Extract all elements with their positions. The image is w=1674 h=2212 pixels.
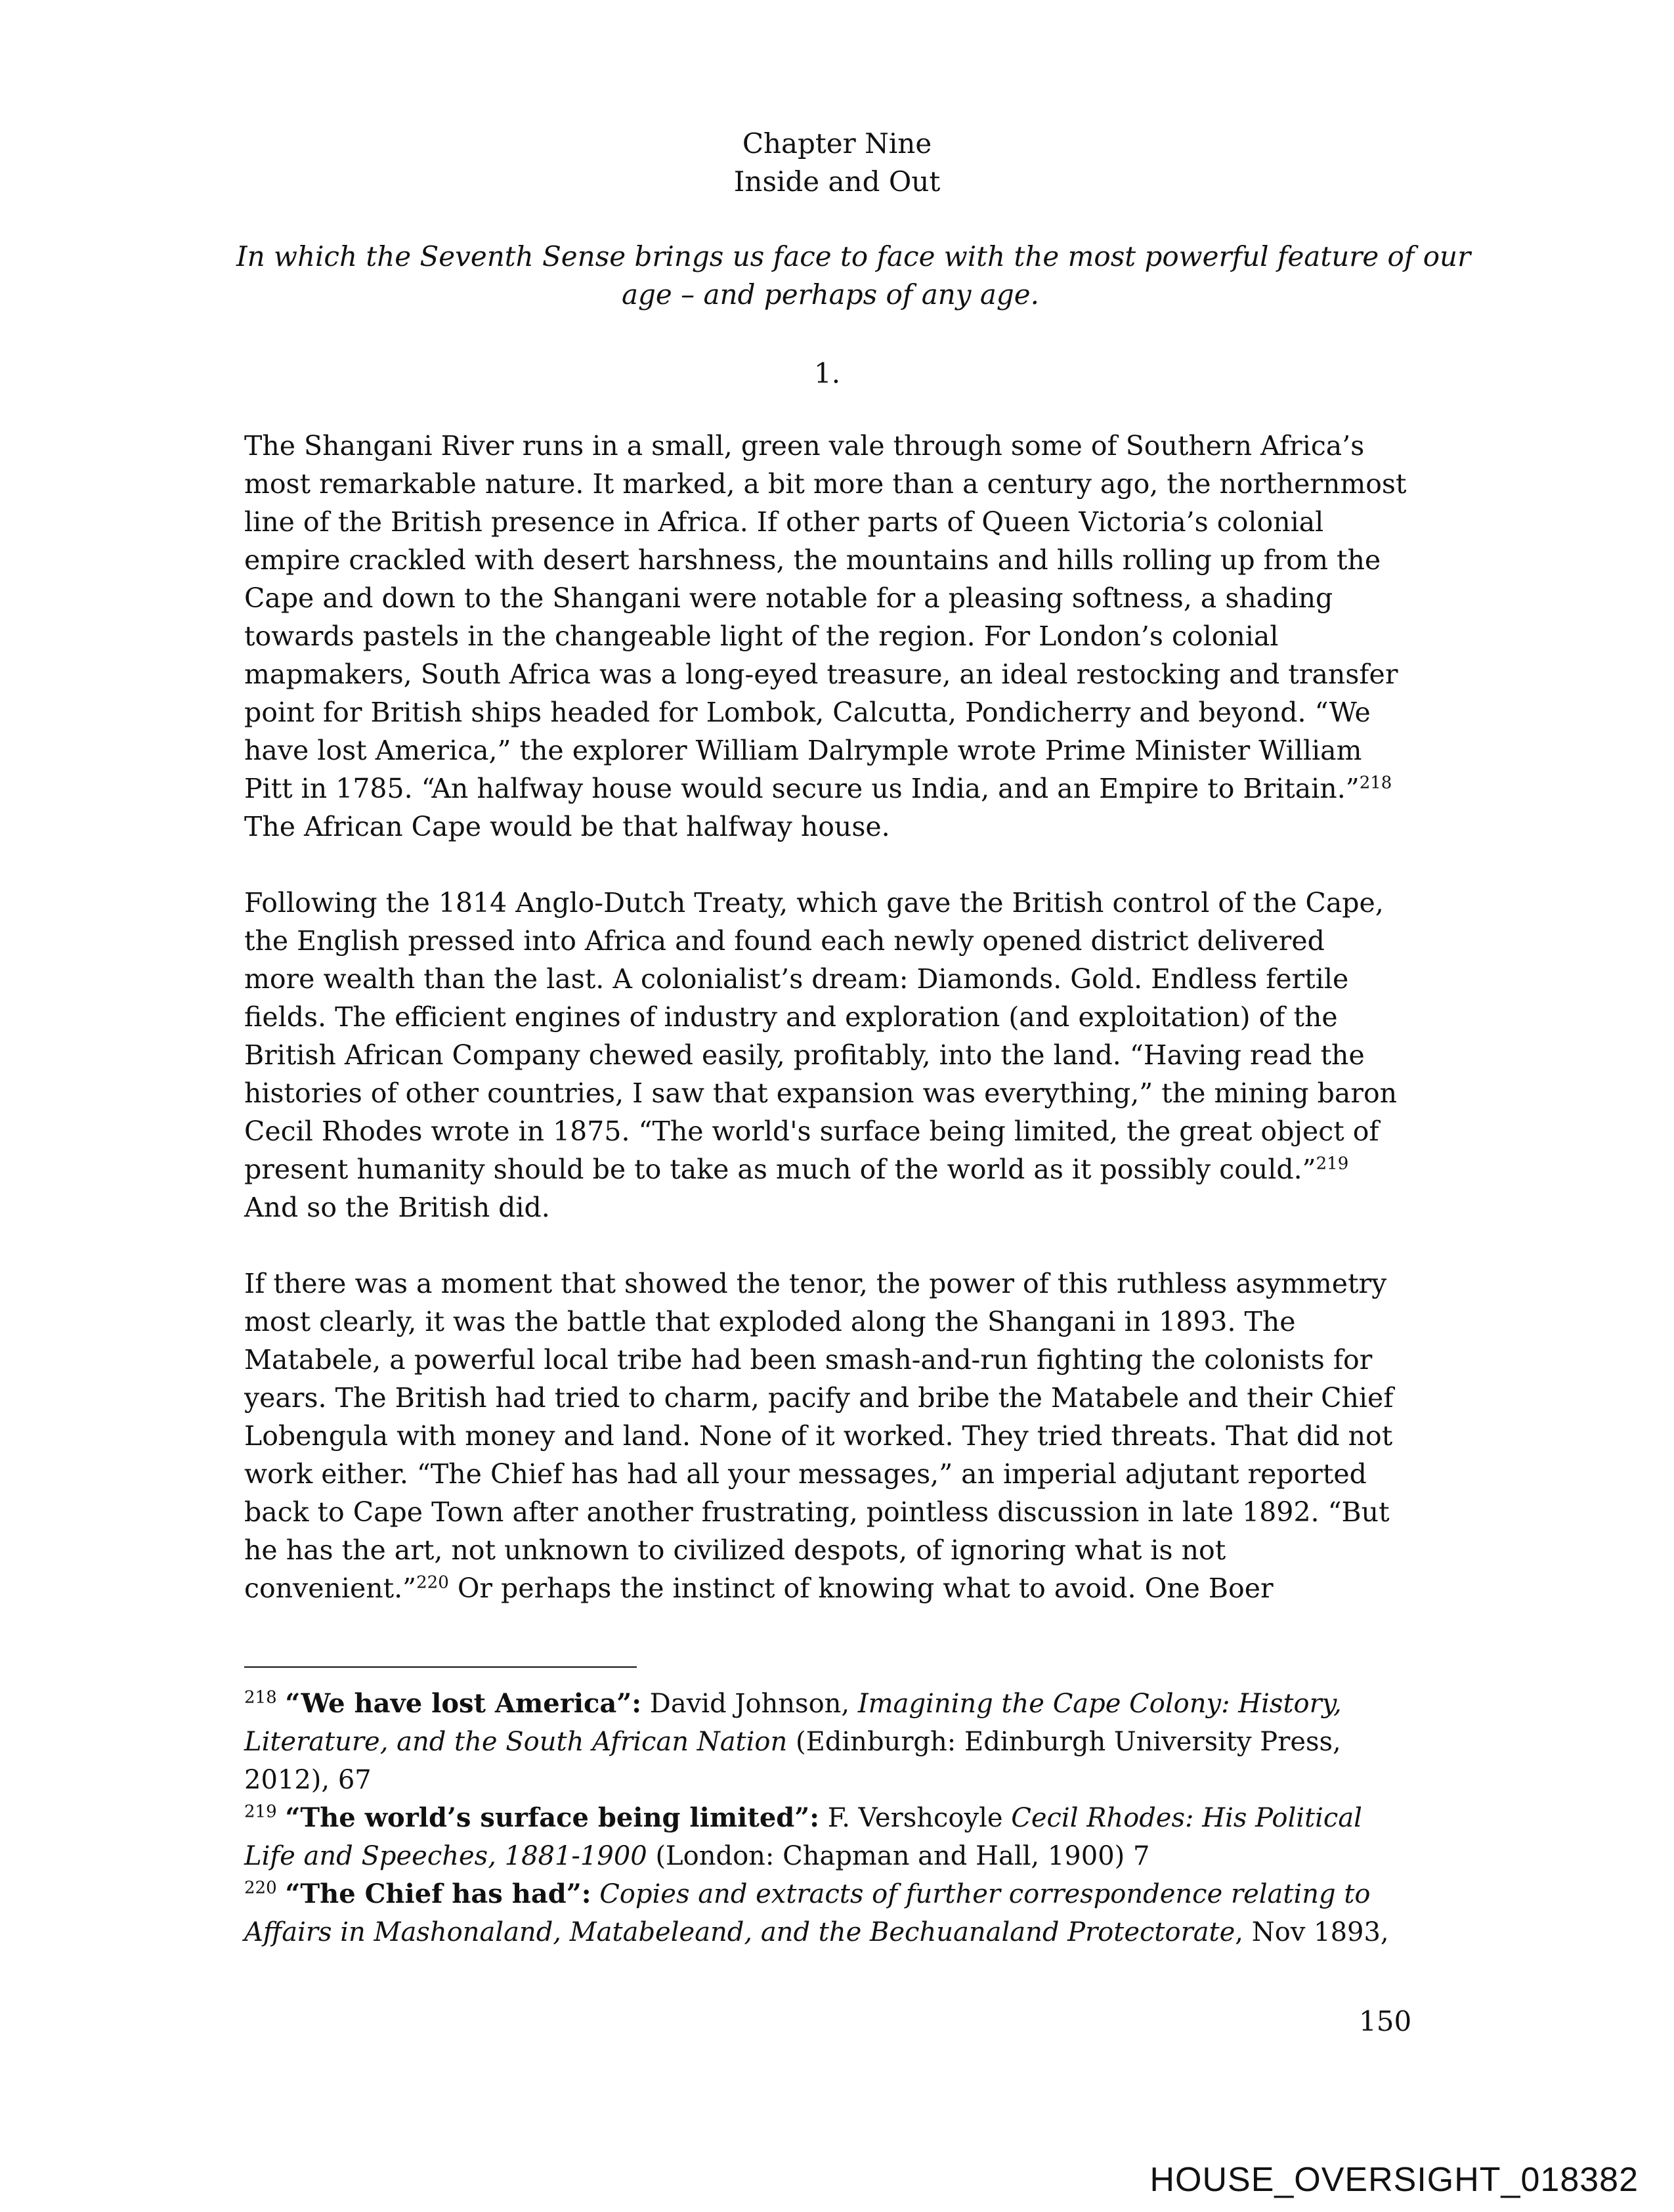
footnote-number: 218 — [244, 1687, 277, 1708]
text-line: years. The British had tried to charm, pacify and bribe the Matabele and their Chief — [244, 1382, 1394, 1414]
chapter-epigraph — [236, 238, 1471, 314]
body-text — [244, 427, 1426, 1645]
text-line: The Shangani River runs in a small, green vale through some of Southern Africa’s — [244, 430, 1365, 462]
footnote-ref-219[interactable]: 219 — [1316, 1154, 1349, 1174]
footnote-title: Imagining the Cape Colony: History, — [857, 1689, 1342, 1719]
footnote-number: 220 — [244, 1878, 277, 1898]
footnotes — [244, 1685, 1446, 1951]
footnote-title: Literature, and the South African Nation — [244, 1727, 788, 1757]
text-line: Cape and down to the Shangani were notable for a pleasing softness, a shading — [244, 582, 1333, 614]
text-line: the English pressed into Africa and found each newly opened district delivered — [244, 925, 1325, 957]
footnote-title: Affairs in Mashonaland, Matabeleand, and the Bechuanaland Protectorate — [244, 1917, 1235, 1947]
footnote-text: , Nov 1893, — [1235, 1917, 1389, 1947]
text-line: point for British ships headed for Lombok, Calcutta, Pondicherry and beyond. “We — [244, 697, 1371, 728]
footnote-text: F. Vershcoyle — [819, 1803, 1012, 1833]
text-line: towards pastels in the changeable light of the region. For London’s colonial — [244, 620, 1279, 652]
footnote-218-cont — [244, 1761, 1446, 1799]
footnote-218 — [244, 1685, 1446, 1723]
text-line: The African Cape would be that halfway house. — [244, 811, 890, 842]
text-line: work either. “The Chief has had all your messages,” an imperial adjutant reported — [244, 1458, 1367, 1490]
footnote-220 — [244, 1875, 1446, 1913]
footnote-title: Life and Speeches, 1881-1900 — [244, 1841, 647, 1871]
footnote-ref-218[interactable]: 218 — [1359, 773, 1392, 793]
text-line: Following the 1814 Anglo-Dutch Treaty, which gave the British control of the Cape, — [244, 887, 1384, 919]
text-line-content: convenient.” — [244, 1572, 417, 1604]
footnote-title: Cecil Rhodes: His Political — [1011, 1803, 1362, 1833]
text-line: he has the art, not unknown to civilized despots, of ignoring what is not — [244, 1534, 1226, 1566]
paragraph-3 — [244, 1265, 1426, 1607]
footnote-lead: “The Chief has had”: — [285, 1878, 591, 1909]
text-line: fields. The efficient engines of industry and exploration (and exploitation) of the — [244, 1001, 1338, 1033]
text-line: mapmakers, South Africa was a long-eyed treasure, an ideal restocking and transfer — [244, 659, 1398, 690]
footnote-text: 2012), 67 — [244, 1765, 372, 1795]
text-line: more wealth than the last. A colonialist’s dream: Diamonds. Gold. Endless fertile — [244, 963, 1349, 995]
text-line — [244, 770, 1426, 808]
text-line-content: present humanity should be to take as much of the world as it possibly could.” — [244, 1154, 1316, 1185]
chapter-number: Chapter Nine — [742, 127, 932, 160]
footnote-divider — [244, 1666, 637, 1668]
footnote-220-cont — [244, 1913, 1446, 1951]
text-line: line of the British presence in Africa. If other parts of Queen Victoria’s colonial — [244, 506, 1324, 538]
text-line: Cecil Rhodes wrote in 1875. “The world's surface being limited, the great object of — [244, 1116, 1379, 1147]
footnote-lead: “We have lost America”: — [285, 1688, 642, 1719]
footnote-219 — [244, 1799, 1446, 1837]
footnote-lead: “The world’s surface being limited”: — [285, 1802, 820, 1833]
page-number: 150 — [1359, 2005, 1412, 2037]
footnote-text: (Edinburgh: Edinburgh University Press, — [787, 1727, 1341, 1757]
paragraph-2 — [244, 884, 1426, 1226]
footnote-ref-220[interactable]: 220 — [416, 1572, 449, 1593]
document-id-stamp: HOUSE_OVERSIGHT_018382 — [1149, 2161, 1639, 2199]
text-line — [244, 1569, 1426, 1607]
text-line-content: Pitt in 1785. “An halfway house would secure us India, and an Empire to Britain.” — [244, 773, 1360, 804]
chapter-title: Inside and Out — [733, 165, 941, 198]
text-line — [244, 1150, 1426, 1188]
text-line: If there was a moment that showed the tenor, the power of this ruthless asymmetry — [244, 1268, 1387, 1299]
text-line: back to Cape Town after another frustrating, pointless discussion in late 1892. “But — [244, 1496, 1390, 1528]
footnote-text: (London: Chapman and Hall, 1900) 7 — [647, 1841, 1150, 1871]
text-line: British African Company chewed easily, profitably, into the land. “Having read the — [244, 1039, 1365, 1071]
paragraph-1 — [244, 427, 1426, 846]
section-number: 1. — [814, 357, 841, 389]
text-line: have lost America,” the explorer William Dalrymple wrote Prime Minister William — [244, 735, 1362, 766]
footnote-title: Copies and extracts of further correspondence relating to — [599, 1879, 1371, 1909]
footnote-219-cont — [244, 1837, 1446, 1875]
text-line-tail: Or perhaps the instinct of knowing what to avoid. One Boer — [448, 1572, 1274, 1604]
epigraph-line: age – and perhaps of any age. — [622, 278, 1039, 311]
text-line: Matabele, a powerful local tribe had been smash-and-run fighting the colonists for — [244, 1344, 1373, 1376]
footnote-218-cont — [244, 1723, 1446, 1761]
footnote-number: 219 — [244, 1802, 277, 1822]
text-line: most remarkable nature. It marked, a bit more than a century ago, the northernmost — [244, 468, 1407, 500]
text-line: most clearly, it was the battle that exploded along the Shangani in 1893. The — [244, 1306, 1296, 1337]
footnote-text — [591, 1879, 599, 1909]
footnote-text: David Johnson, — [641, 1689, 858, 1719]
text-line: empire crackled with desert harshness, the mountains and hills rolling up from the — [244, 544, 1381, 576]
text-line: histories of other countries, I saw that expansion was everything,” the mining baron — [244, 1077, 1398, 1109]
text-line: Lobengula with money and land. None of it worked. They tried threats. That did not — [244, 1420, 1393, 1452]
epigraph-line: In which the Seventh Sense brings us face to face with the most powerful feature of our — [236, 240, 1471, 272]
text-line: And so the British did. — [244, 1192, 550, 1223]
